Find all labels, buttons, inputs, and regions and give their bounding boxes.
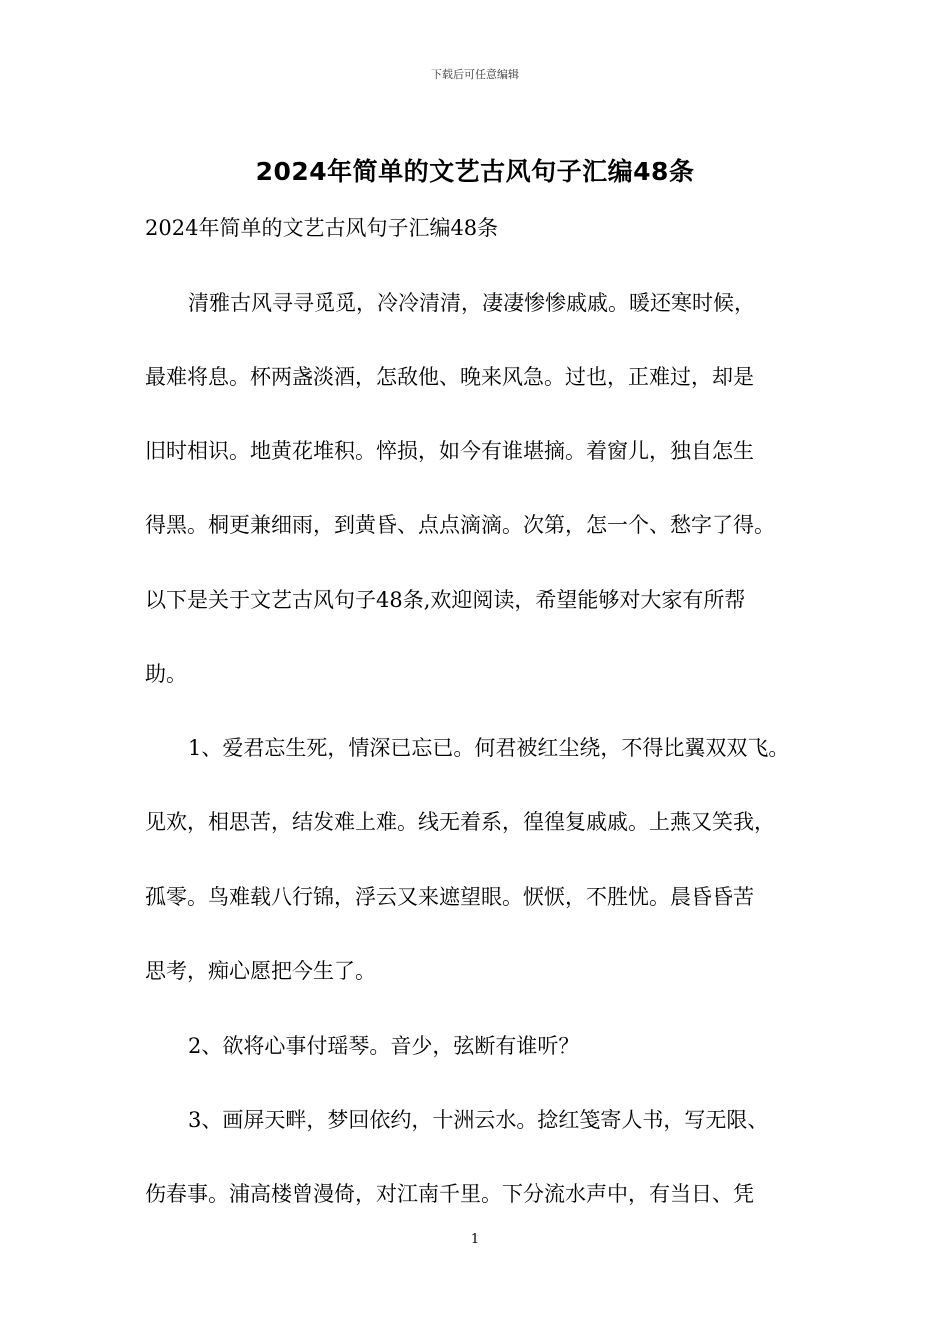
page-number: 1	[470, 1232, 480, 1247]
paragraph-line: 伤春事。浦高楼曾漫倚，对江南千里。下分流水声中，有当日、凭	[145, 1182, 754, 1206]
paragraph-line: 得黑。桐更兼细雨，到黄昏、点点滴滴。次第，怎一个、愁字了得。	[145, 513, 775, 537]
paragraph-line: 最难将息。杯两盏淡酒，怎敌他、晚来风急。过也，正难过，却是	[145, 365, 754, 389]
paragraph-line: 3、画屏天畔，梦回依约，十洲云水。捻红笺寄人书，写无限、	[188, 1108, 769, 1132]
paragraph-line: 旧时相识。地黄花堆积。悴损，如今有谁堪摘。着窗儿，独自怎生	[145, 439, 754, 463]
paragraph-line: 清雅古风寻寻觅觅，冷冷清清，凄凄惨惨戚戚。暖还寒时候，	[188, 291, 755, 315]
paragraph-line: 见欢，相思苦，结发难上难。线无着系，徨徨复戚戚。上燕又笑我，	[145, 810, 775, 834]
header-note: 下载后可任意编辑	[431, 68, 519, 81]
paragraph-line: 思考，痴心愿把今生了。	[145, 959, 376, 983]
paragraph-line: 1、爱君忘生死，情深已忘已。何君被红尘绕，不得比翼双双飞。	[188, 736, 790, 760]
paragraph-line: 孤零。鸟难载八行锦，浮云又来遮望眼。恹恹，不胜忧。晨昏昏苦	[145, 885, 754, 909]
document-subtitle: 2024年简单的文艺古风句子汇编48条	[145, 216, 499, 240]
paragraph-line: 2、欲将心事付瑶琴。音少，弦断有谁听？	[188, 1034, 580, 1058]
paragraph-line: 助。	[145, 662, 187, 686]
paragraph-line: 以下是关于文艺古风句子48条,欢迎阅读，希望能够对大家有所帮	[145, 588, 746, 612]
document-title: 2024年简单的文艺古风句子汇编48条	[255, 157, 695, 186]
